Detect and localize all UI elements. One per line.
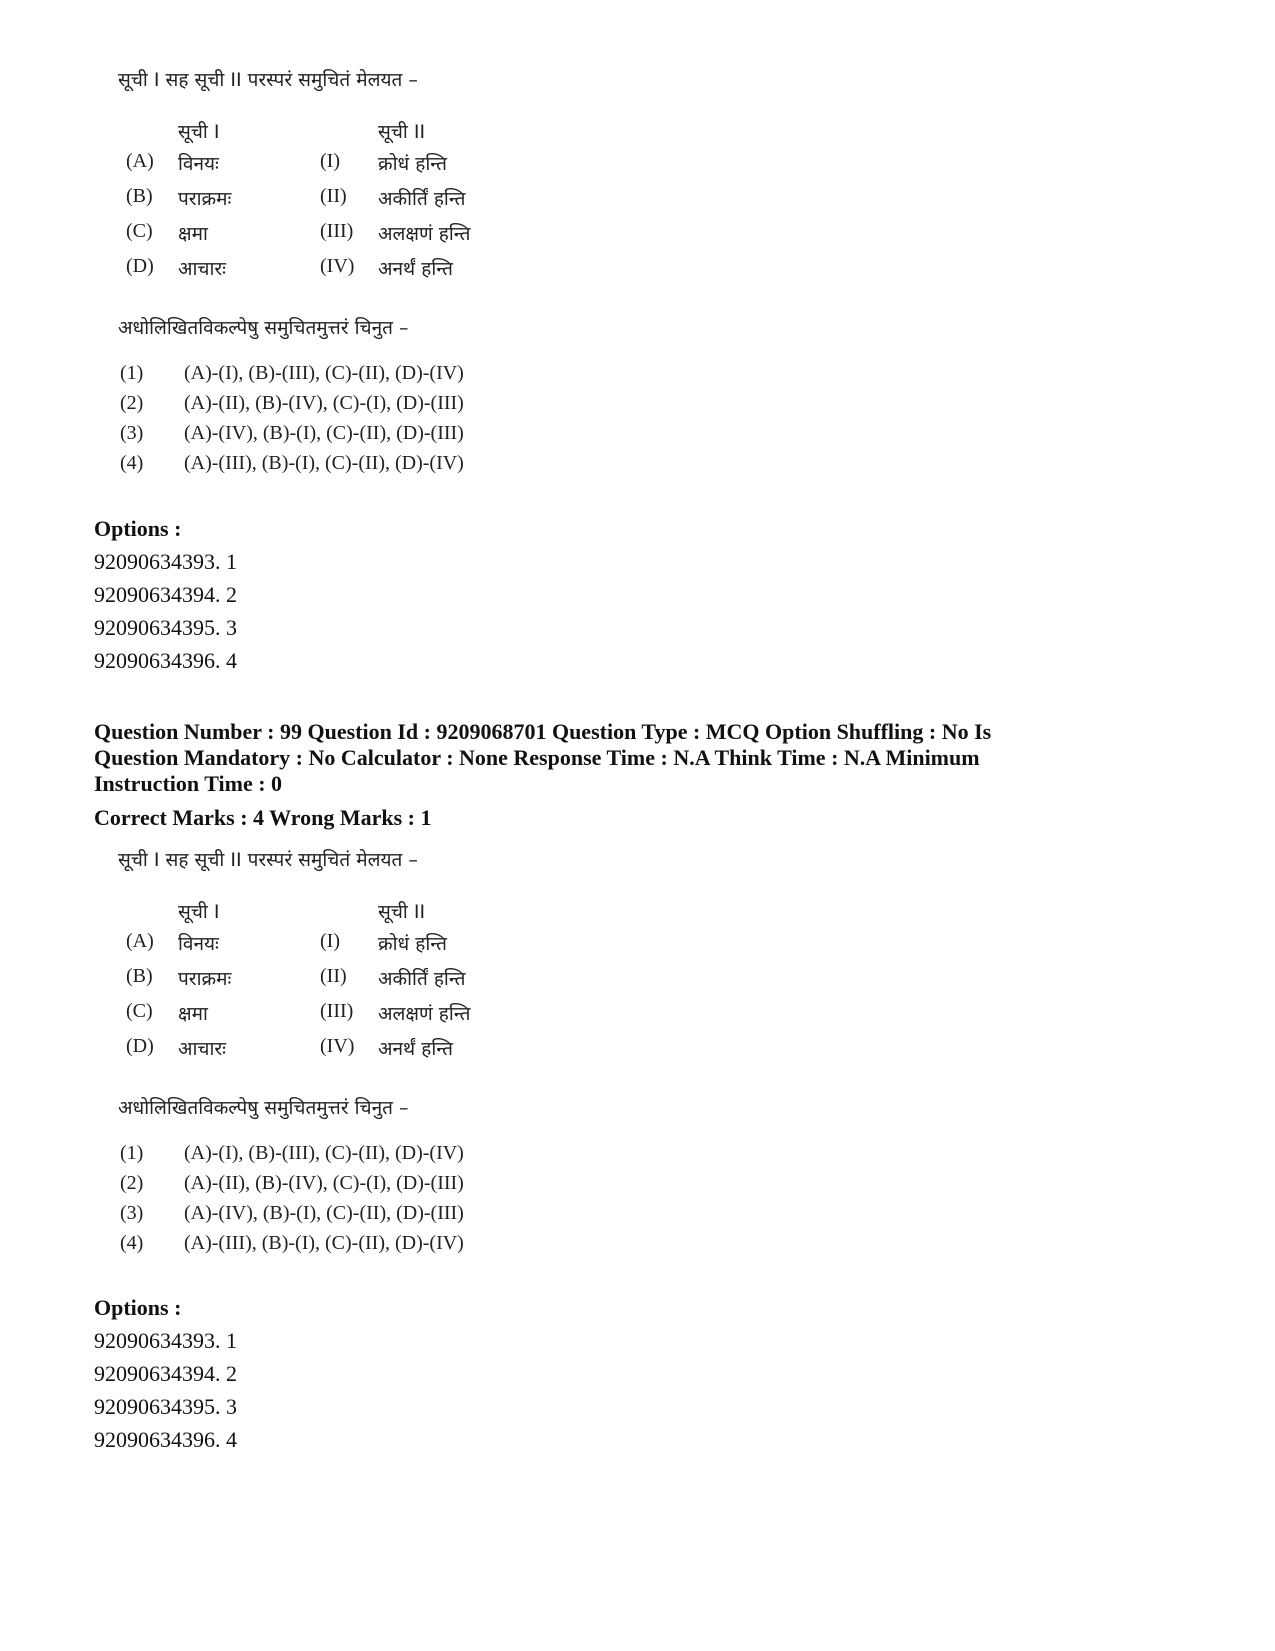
list2-item: क्रोधं हन्ति: [378, 153, 447, 175]
choice-text: (A)-(III), (B)-(I), (C)-(II), (D)-(IV): [184, 1232, 464, 1254]
choice-text: (A)-(IV), (B)-(I), (C)-(II), (D)-(III): [184, 422, 464, 444]
options-title: Options :: [94, 1295, 182, 1320]
list1-header: सूची I: [178, 121, 220, 143]
option-item: 92090634396. 4: [94, 1427, 237, 1452]
list1-item: विनयः: [178, 933, 219, 955]
list2-item: क्रोधं हन्ति: [378, 933, 447, 955]
question-image-2: [112, 846, 532, 1276]
list1-item: आचारः: [178, 1038, 227, 1060]
row-label: (A): [126, 930, 154, 952]
row-label: (A): [126, 150, 154, 172]
list1-item: पराक्रमः: [178, 968, 232, 990]
option-item: 92090634396. 4: [94, 648, 237, 673]
row-label: (D): [126, 1035, 154, 1057]
row-label: (C): [126, 1000, 153, 1022]
choice-number: (1): [120, 362, 144, 384]
list2-header: सूची II: [378, 121, 426, 143]
list2-label: (IV): [320, 255, 355, 277]
list2-item: अलक्षणं हन्ति: [378, 1003, 471, 1025]
marks-line: Correct Marks : 4 Wrong Marks : 1: [94, 805, 432, 830]
list2-label: (III): [320, 1000, 354, 1022]
choice-number: (4): [120, 1232, 144, 1254]
row-label: (C): [126, 220, 153, 242]
list2-label: (II): [320, 965, 347, 987]
option-item: 92090634394. 2: [94, 582, 237, 607]
choice-text: (A)-(III), (B)-(I), (C)-(II), (D)-(IV): [184, 452, 464, 474]
list2-label: (I): [320, 150, 340, 172]
list2-item: अकीर्तिं हन्ति: [378, 188, 466, 210]
meta-line: Question Mandatory : No Calculator : None Response Time : N.A Think Time : N.A Minimum: [94, 745, 980, 770]
list2-label: (II): [320, 185, 347, 207]
choice-number: (4): [120, 452, 144, 474]
list2-label: (I): [320, 930, 340, 952]
row-label: (B): [126, 185, 153, 207]
list2-label: (III): [320, 220, 354, 242]
choice-text: (A)-(I), (B)-(III), (C)-(II), (D)-(IV): [184, 362, 464, 384]
meta-line: Question Number : 99 Question Id : 9209068701 Question Type : MCQ Option Shuffling : No Is: [94, 719, 992, 744]
list1-item: पराक्रमः: [178, 188, 232, 210]
choice-number: (2): [120, 1172, 144, 1194]
match-instruction: सूची I सह सूची II परस्परं समुचितं मेलयत –: [118, 69, 418, 91]
choose-instruction: अधोलिखितविकल्पेषु समुचितमुत्तरं चिनुत –: [118, 1097, 409, 1119]
list2-header: सूची II: [378, 901, 426, 923]
choice-number: (3): [120, 1202, 144, 1224]
choice-text: (A)-(IV), (B)-(I), (C)-(II), (D)-(III): [184, 1202, 464, 1224]
option-item: 92090634395. 3: [94, 1394, 237, 1419]
choose-instruction: अधोलिखितविकल्पेषु समुचितमुत्तरं चिनुत –: [118, 317, 409, 339]
list2-label: (IV): [320, 1035, 355, 1057]
list1-item: क्षमा: [178, 1003, 208, 1025]
row-label: (D): [126, 255, 154, 277]
meta-line: Instruction Time : 0: [94, 771, 283, 796]
list2-item: अनर्थं हन्ति: [378, 258, 453, 280]
option-item: 92090634395. 3: [94, 615, 237, 640]
row-label: (B): [126, 965, 153, 987]
options-list-2: [94, 1291, 237, 1456]
options-title: Options :: [94, 516, 182, 541]
choice-text: (A)-(II), (B)-(IV), (C)-(I), (D)-(III): [184, 1172, 464, 1194]
match-instruction: सूची I सह सूची II परस्परं समुचितं मेलयत –: [118, 849, 418, 871]
question-image-1: [112, 66, 532, 496]
list1-header: सूची I: [178, 901, 220, 923]
option-item: 92090634393. 1: [94, 1328, 237, 1353]
choice-text: (A)-(I), (B)-(III), (C)-(II), (D)-(IV): [184, 1142, 464, 1164]
list1-item: क्षमा: [178, 223, 208, 245]
list1-item: विनयः: [178, 153, 219, 175]
question-meta: [94, 719, 1094, 797]
option-item: 92090634394. 2: [94, 1361, 237, 1386]
choice-text: (A)-(II), (B)-(IV), (C)-(I), (D)-(III): [184, 392, 464, 414]
list2-item: अनर्थं हन्ति: [378, 1038, 453, 1060]
list1-item: आचारः: [178, 258, 227, 280]
choice-number: (1): [120, 1142, 144, 1164]
choice-number: (2): [120, 392, 144, 414]
options-list-1: [94, 512, 237, 677]
option-item: 92090634393. 1: [94, 549, 237, 574]
choice-number: (3): [120, 422, 144, 444]
list2-item: अलक्षणं हन्ति: [378, 223, 471, 245]
list2-item: अकीर्तिं हन्ति: [378, 968, 466, 990]
